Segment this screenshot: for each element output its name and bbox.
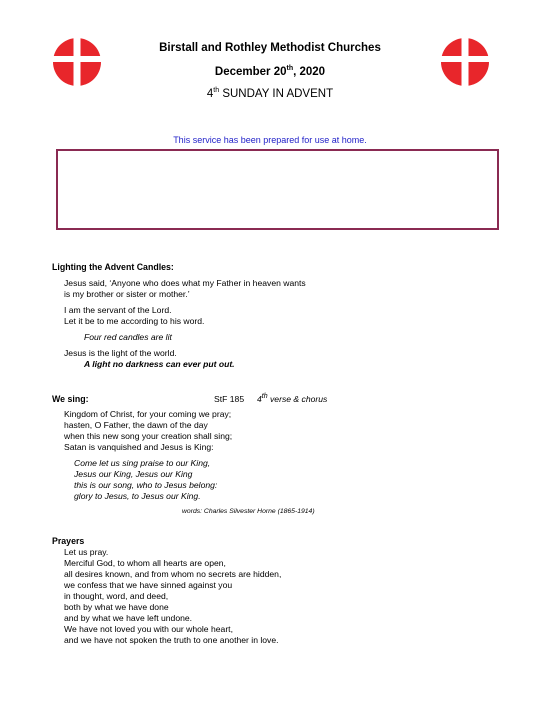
advent-line: Let it be to me according to his word. <box>64 316 205 326</box>
hymn-verse-line: Kingdom of Christ, for your coming we pray; <box>64 409 232 419</box>
prayer-line: both by what we have done <box>64 602 169 612</box>
prayer-line: Merciful God, to whom all hearts are open, <box>64 558 226 568</box>
advent-line: I am the servant of the Lord. <box>64 305 172 315</box>
hymn-section <box>52 393 328 517</box>
hymn-chorus-line: Come let us sing praise to our King, <box>74 458 211 468</box>
prayer-line: We have not loved you with our whole heart, <box>64 624 233 634</box>
hymn-verse-line: hasten, O Father, the dawn of the day <box>64 420 208 430</box>
advent-section <box>52 262 306 370</box>
advent-line: Jesus is the light of the world. <box>64 348 177 358</box>
advent-line: Jesus said, ‘Anyone who does what my Father in heaven wants <box>64 278 306 288</box>
prayer-line: all desires known, and from whom no secrets are hidden, <box>64 569 282 579</box>
prayer-line: Let us pray. <box>64 547 109 557</box>
prayers-heading: Prayers <box>52 536 85 546</box>
sunday-title: 4th SUNDAY IN ADVENT <box>206 87 334 100</box>
prayer-line: and by what we have left undone. <box>64 613 193 623</box>
prayer-line: and we have not spoken the truth to one another in love. <box>64 635 279 645</box>
home-use-note: This service has been prepared for use at home. <box>173 135 367 145</box>
prayers-section <box>52 536 281 646</box>
church-title: Birstall and Rothley Methodist Churches <box>159 42 381 54</box>
hymn-heading: We sing: <box>52 394 89 404</box>
candle-instruction: Four red candles are lit <box>84 332 172 342</box>
advent-response: A light no darkness can ever put out. <box>84 359 235 369</box>
hymn-reference: StF 185 <box>214 394 245 404</box>
prayer-line: in thought, word, and deed, <box>64 591 169 601</box>
hymn-verse-line: Satan is vanquished and Jesus is King: <box>64 442 214 452</box>
hymn-verse-note: 4th verse & chorus <box>257 393 328 404</box>
hymn-chorus-line: Jesus our King, Jesus our King <box>74 469 193 479</box>
empty-framed-box <box>56 149 499 230</box>
hymn-credit: words: Charles Silvester Horne (1865-1914) <box>182 508 315 515</box>
advent-line: is my brother or sister or mother.’ <box>64 289 190 299</box>
hymn-verse-line: when this new song your creation shall sing; <box>64 431 233 441</box>
prayer-line: we confess that we have sinned against you <box>64 580 233 590</box>
hymn-chorus-line: this is our song, who to Jesus belong: <box>74 480 218 490</box>
advent-heading: Lighting the Advent Candles: <box>52 262 174 272</box>
service-date: December 20th, 2020 <box>214 65 326 78</box>
hymn-chorus-line: glory to Jesus, to Jesus our King. <box>74 491 201 501</box>
